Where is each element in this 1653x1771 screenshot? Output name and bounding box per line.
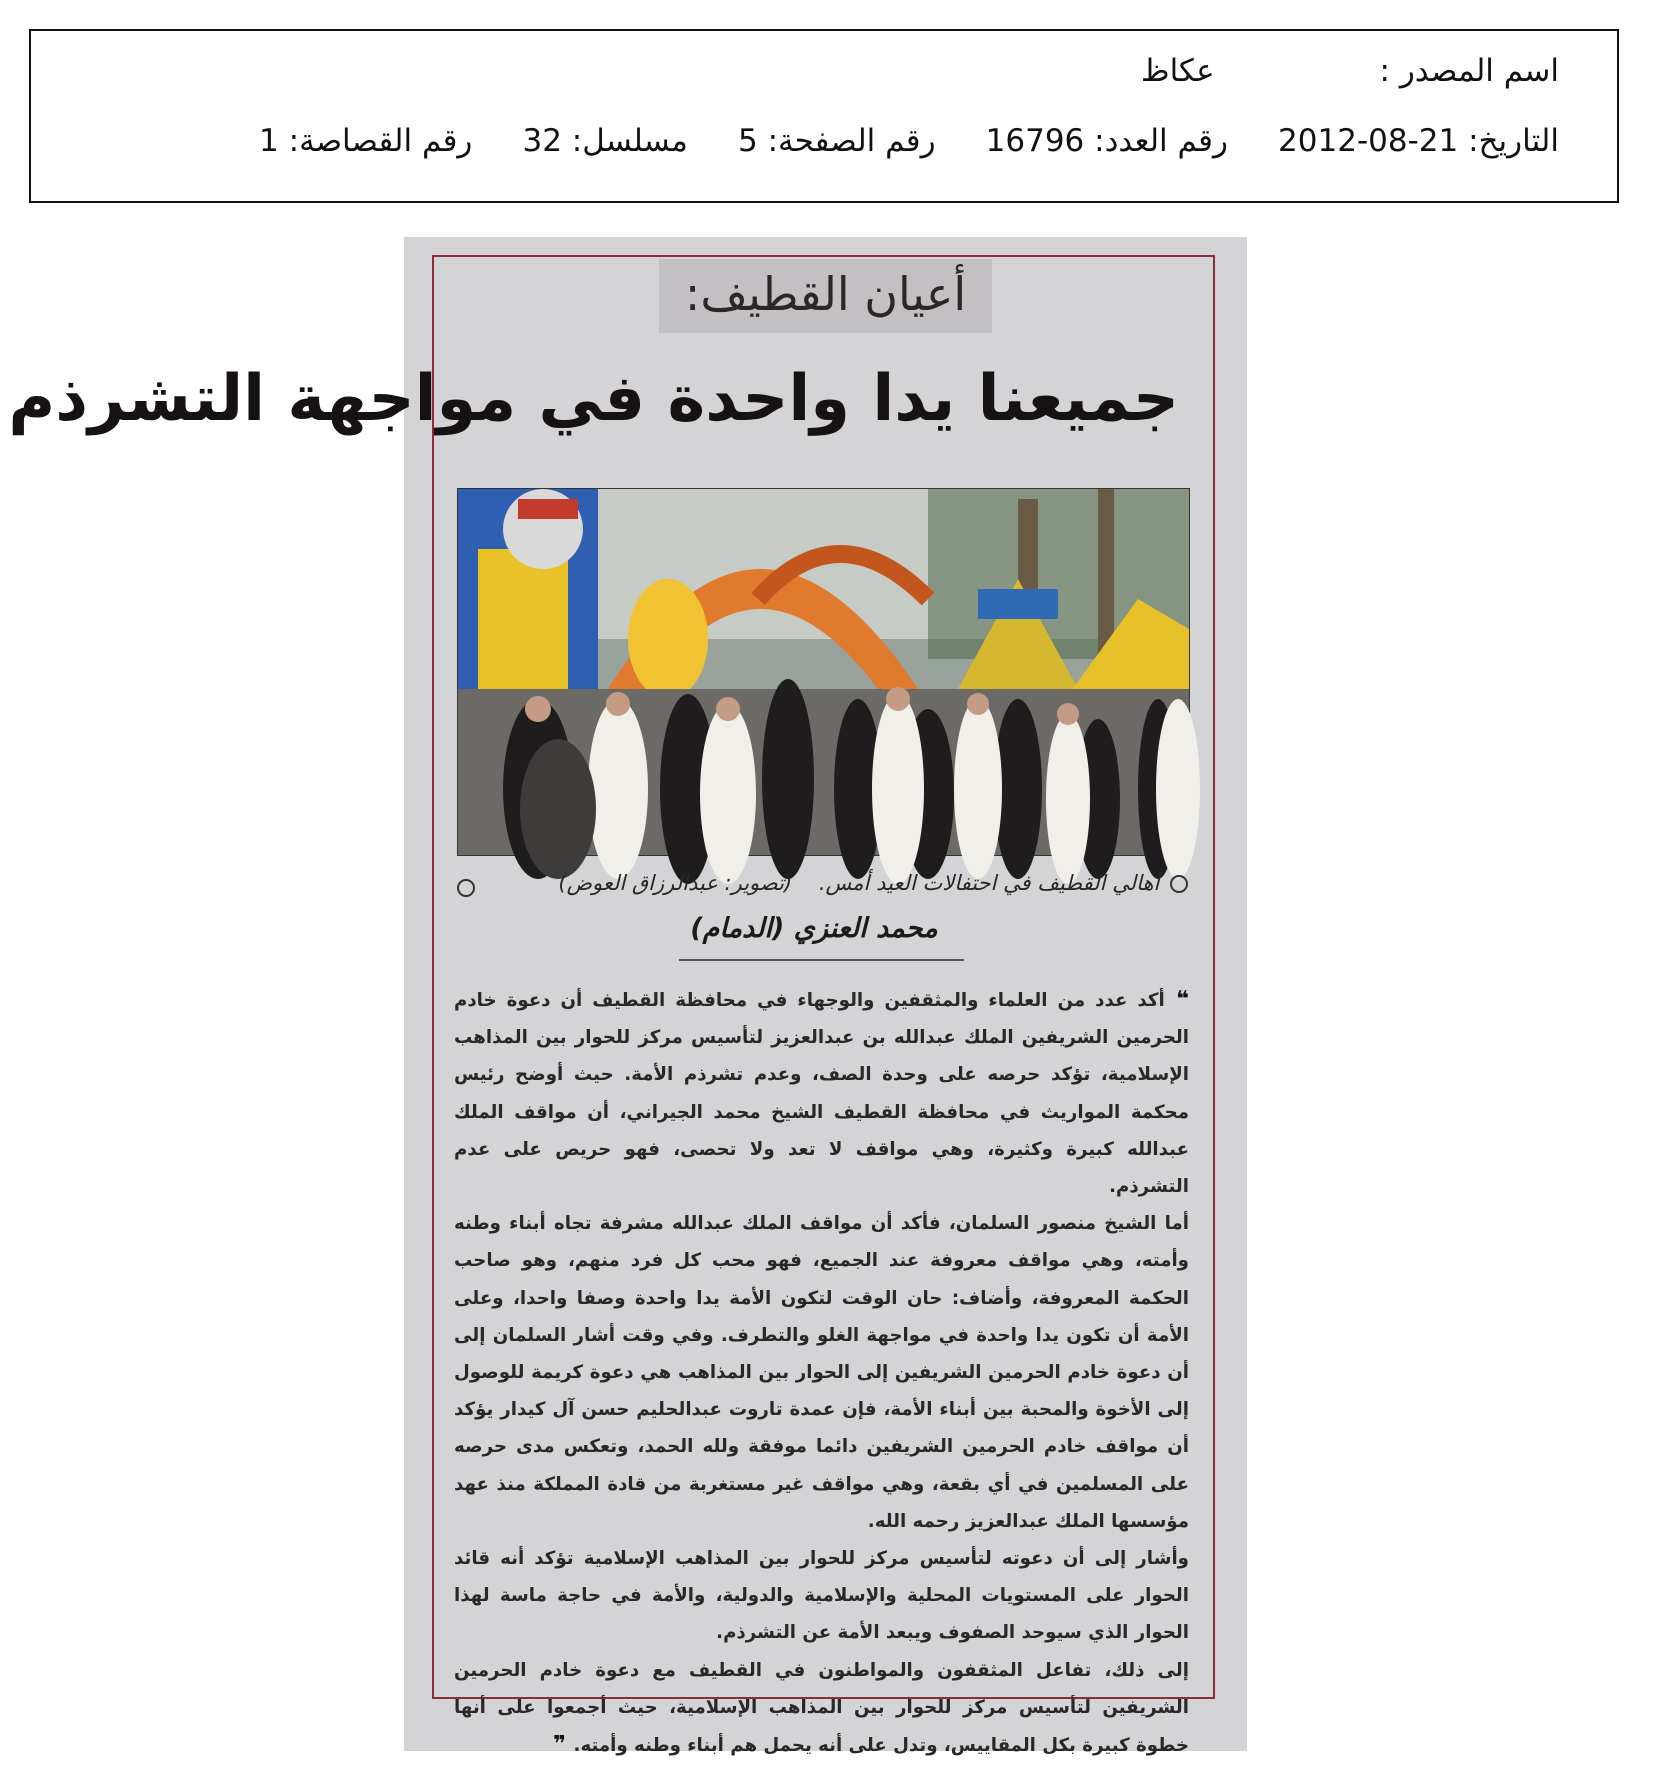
clip-number-label: رقم القصاصة: [288, 123, 473, 159]
clipping-metadata-box [29, 29, 1619, 203]
photo-credit: (تصوير: عبدالرزاق العوض) [558, 871, 793, 895]
article-headline: جميعنا يدا واحدة في مواجهة التشرذم [8, 362, 1179, 436]
details-row [259, 123, 1559, 159]
source-label: اسم المصدر : [1379, 53, 1559, 89]
serial-field [522, 123, 687, 159]
issue-field [986, 123, 1228, 159]
date-value: 2012-08-21 [1278, 123, 1459, 159]
article-paragraph: وأشار إلى أن دعوته لتأسيس مركز للحوار بين المذاهب الإسلامية تؤكد أنه قائد الحوار على المستويات المحلية والإسلامية والدولية، والأمة في حاجة ماسة لهذا الحوار الذي سيوحد الصفوف ويبعد الأمة عن التشرذم. [454, 1548, 1189, 1644]
page-value: 5 [737, 123, 758, 159]
article-photo [457, 488, 1190, 856]
page-field [738, 123, 936, 159]
page-label: رقم الصفحة: [767, 123, 936, 159]
close-quote-icon: ❞ [552, 1732, 574, 1758]
crowd-festival-photo [458, 489, 1189, 855]
serial-label: مسلسل: [571, 123, 688, 159]
open-quote-icon: ❝ [1164, 987, 1189, 1012]
caption-end-bullet-icon [457, 879, 475, 897]
article-byline: محمد العنزي (الدمام) [690, 913, 938, 944]
clip-number-value: 1 [259, 123, 279, 159]
source-value: عكاظ [1140, 53, 1215, 89]
article-paragraph: أما الشيخ منصور السلمان، فأكد أن مواقف الملك عبدالله مشرفة تجاه أبناء وطنه وأمته، وهي مواقف معروفة عند الجميع، فهو محب كل فرد منهم، وهو صاحب الحكمة المعروفة، وأضاف: حان الوقت لتكون الأمة يدا واحدة وصفا واحدا، وعلى الأمة أن تكون يدا واحدة في مواجهة الغلو والتطرف. وفي وقت أشار السلمان إلى أن دعوة خادم الحرمين الشريفين إلى الحوار بين المذاهب هي دعوة كريمة للوصول إلى الأخوة والمحبة بين أبناء الأمة، فإن عمدة تاروت عبدالحليم حسن آل كيدار يؤكد أن مواقف خادم الحرمين الشريفين دائما موفقة ولله الحمد، وتعكس مدى حرصه على المسلمين في أي بقعة، وهي مواقف غير مستغربة من قادة المملكة منذ عهد مؤسسها الملك عبدالعزيز رحمه الله. [454, 1213, 1189, 1532]
photo-caption: أهالي القطيف في احتفالات العيد أمس. [818, 871, 1160, 895]
issue-value: 16796 [985, 123, 1085, 159]
date-label: التاريخ: [1468, 123, 1559, 159]
serial-value: 32 [522, 123, 562, 159]
article-kicker: أعيان القطيف: [684, 267, 967, 321]
newspaper-clipping [8, 237, 1247, 1758]
photo-caption-row [457, 871, 1188, 907]
caption-bullet-icon [1170, 875, 1188, 893]
article-body [454, 981, 1189, 1764]
article-paragraph: إلى ذلك، تفاعل المثقفون والمواطنون في القطيف مع دعوة خادم الحرمين الشريفين لتأسيس مركز للحوار بين المذاهب الإسلامية، حيث أجمعوا على أنها خطوة كبيرة بكل المقاييس، وتدل على أنه يحمل هم أبناء وطنه وأمته. ❞ [454, 1659, 1189, 1758]
clip-number-field [259, 123, 472, 159]
article-paragraph: ❝ أكد عدد من العلماء والمثقفين والوجهاء في محافظة القطيف أن دعوة خادم الحرمين الشريفين الملك عبدالله بن عبدالعزيز لتأسيس مركز للحوار بين المذاهب الإسلامية، تؤكد حرصه على وحدة الصف، وعدم تشرذم الأمة. حيث أوضح رئيس محكمة المواريث في محافظة القطيف الشيخ محمد الجيراني، أن مواقف الملك عبدالله كبيرة وكثيرة، وهي مواقف لا تعد ولا تحصى، فهو حريص على عدم التشرذم. [454, 987, 1189, 1198]
byline-divider [679, 959, 964, 961]
issue-label: رقم العدد: [1094, 123, 1228, 159]
date-field [1278, 123, 1559, 159]
source-row [1141, 53, 1559, 89]
